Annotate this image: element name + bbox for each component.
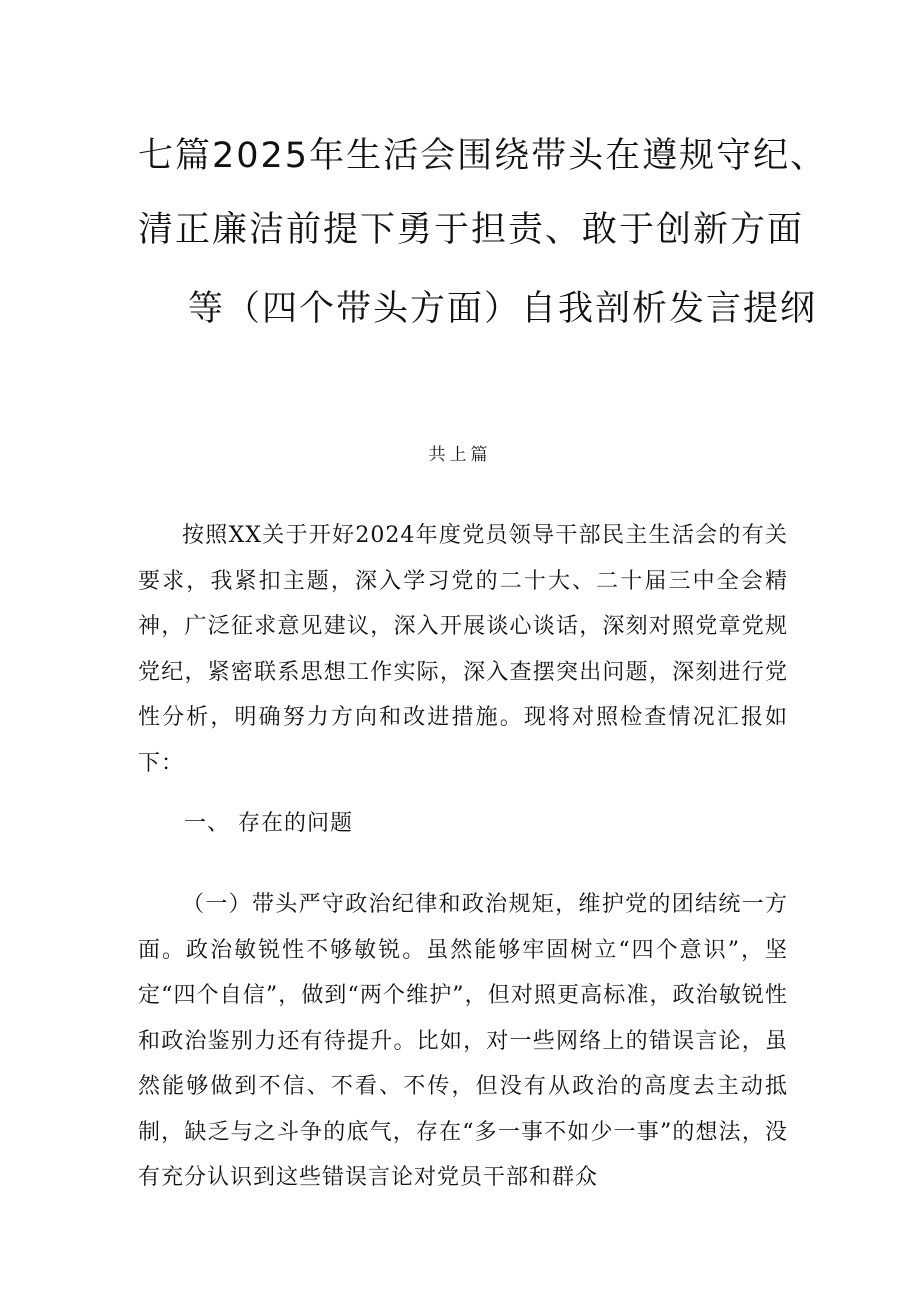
- intro-paragraph: 按照XX关于开好2024年度党员领导干部民主生活会的有关要求，我紧扣主题，深入学习党的二十大、二十届三中全会精神，广泛征求意见建议，深入开展谈心谈话，深刻对照党章党规党纪，紧密联系思想工作实际，深入查摆突出问题，深刻进行党性分析，明确努力方向和改进措施。现将对照检查情况汇报如下：: [138, 523, 788, 776]
- document-title-line-3: 等（四个带头方面）自我剖析发言提纲: [188, 289, 818, 329]
- document-subtitle: 共上篇: [428, 445, 492, 465]
- section-heading: 一、 存在的问题: [184, 811, 353, 836]
- document-title-line-2: 清正廉洁前提下勇于担责、敢于创新方面: [138, 210, 805, 250]
- paragraph-text: 政治敏锐性不够敏锐。虽然能够牢固树立“四个意识”，坚定“四个自信”，做到“两个维护”，但对照更高标准，政治敏锐性和政治鉴别力还有待提升。比如，对一些网络上的错误言论，虽然能够做到不信、不看、不传，但没有从政治的高度去主动抵制，缺乏与之斗争的底气，存在“多一事不如少一事”的想法，没有充分认识到这些错误言论对党员干部和群众: [138, 937, 788, 1190]
- section-paragraph: [138, 882, 788, 1222]
- paragraph-lead: （一）带头严守政治纪律和政治规矩，维护党的团结统一方面。: [138, 892, 788, 963]
- document-title-line-1: 七篇2025年生活会围绕带头在遵规守纪、: [138, 136, 828, 176]
